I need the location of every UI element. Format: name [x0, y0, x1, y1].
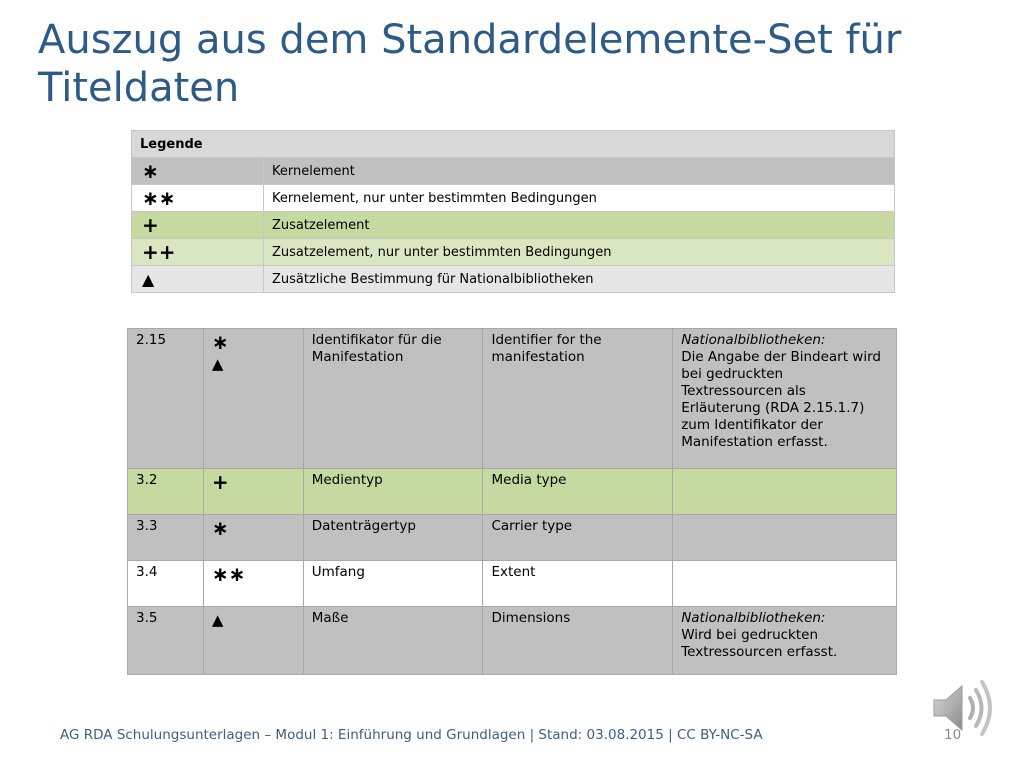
element-number: 3.3: [128, 515, 204, 561]
element-symbol-secondary: ▲: [211, 355, 224, 373]
element-note: [673, 329, 897, 469]
element-symbol: ∗: [211, 330, 229, 354]
elements-table: [127, 328, 897, 675]
element-english: Media type: [483, 469, 673, 515]
table-row: [128, 469, 897, 515]
element-german: Maße: [303, 607, 483, 675]
legend-row: [132, 158, 895, 185]
element-german: Datenträgertyp: [303, 515, 483, 561]
legend-header: Legende: [132, 131, 895, 158]
element-note: [673, 561, 897, 607]
element-symbol-cell: [203, 329, 303, 469]
element-german: Identifikator für die Manifestation: [303, 329, 483, 469]
speaker-icon[interactable]: [930, 676, 1000, 740]
element-english: Dimensions: [483, 607, 673, 675]
table-row: [128, 561, 897, 607]
table-row: [128, 515, 897, 561]
legend-row: [132, 185, 895, 212]
element-number: 3.2: [128, 469, 204, 515]
legend-row: [132, 239, 895, 266]
element-number: 3.4: [128, 561, 204, 607]
legend-symbol: ++: [132, 239, 264, 266]
element-symbol-cell: [203, 607, 303, 675]
legend-header-row: [132, 131, 895, 158]
legend-label: Zusatzelement: [264, 212, 895, 239]
element-symbol: ∗: [203, 515, 303, 561]
element-english: Identifier for the manifestation: [483, 329, 673, 469]
legend-row: [132, 266, 895, 293]
element-symbol: +: [203, 469, 303, 515]
element-number: 3.5: [128, 607, 204, 675]
element-number: 2.15: [128, 329, 204, 469]
slide-title: Auszug aus dem Standardelemente-Set für Titeldaten: [38, 17, 902, 111]
note-body: Wird bei gedruckten Textressourcen erfasst.: [681, 627, 838, 660]
note-body: Die Angabe der Bindeart wird bei gedruckten Textressourcen als Erläuterung (RDA 2.15.1.7) zum Identifikator der Manifestation erfasst.: [681, 349, 881, 450]
element-symbol: ▲: [211, 611, 224, 629]
legend-symbol: ∗∗: [132, 185, 264, 212]
element-english: Extent: [483, 561, 673, 607]
note-heading: Nationalbibliotheken:: [681, 610, 826, 626]
table-row: [128, 607, 897, 675]
legend-label: Zusätzliche Bestimmung für Nationalbibliotheken: [264, 266, 895, 293]
element-note: [673, 607, 897, 675]
legend-label: Zusatzelement, nur unter bestimmten Bedingungen: [264, 239, 895, 266]
element-english: Carrier type: [483, 515, 673, 561]
slide-footer: AG RDA Schulungsunterlagen – Modul 1: Einführung und Grundlagen | Stand: 03.08.2015 | CC BY-NC-SA: [60, 727, 763, 743]
legend-label: Kernelement, nur unter bestimmten Bedingungen: [264, 185, 895, 212]
legend-symbol: ∗: [132, 158, 264, 185]
legend-row: [132, 212, 895, 239]
table-row: [128, 329, 897, 469]
legend-table: [131, 130, 895, 293]
note-heading: Nationalbibliotheken:: [681, 332, 826, 348]
page-number: 10: [944, 727, 962, 743]
element-german: Umfang: [303, 561, 483, 607]
element-german: Medientyp: [303, 469, 483, 515]
legend-symbol: ▲: [132, 266, 264, 293]
element-note: [673, 515, 897, 561]
element-symbol: ∗∗: [203, 561, 303, 607]
element-note: [673, 469, 897, 515]
legend-label: Kernelement: [264, 158, 895, 185]
legend-symbol: +: [132, 212, 264, 239]
